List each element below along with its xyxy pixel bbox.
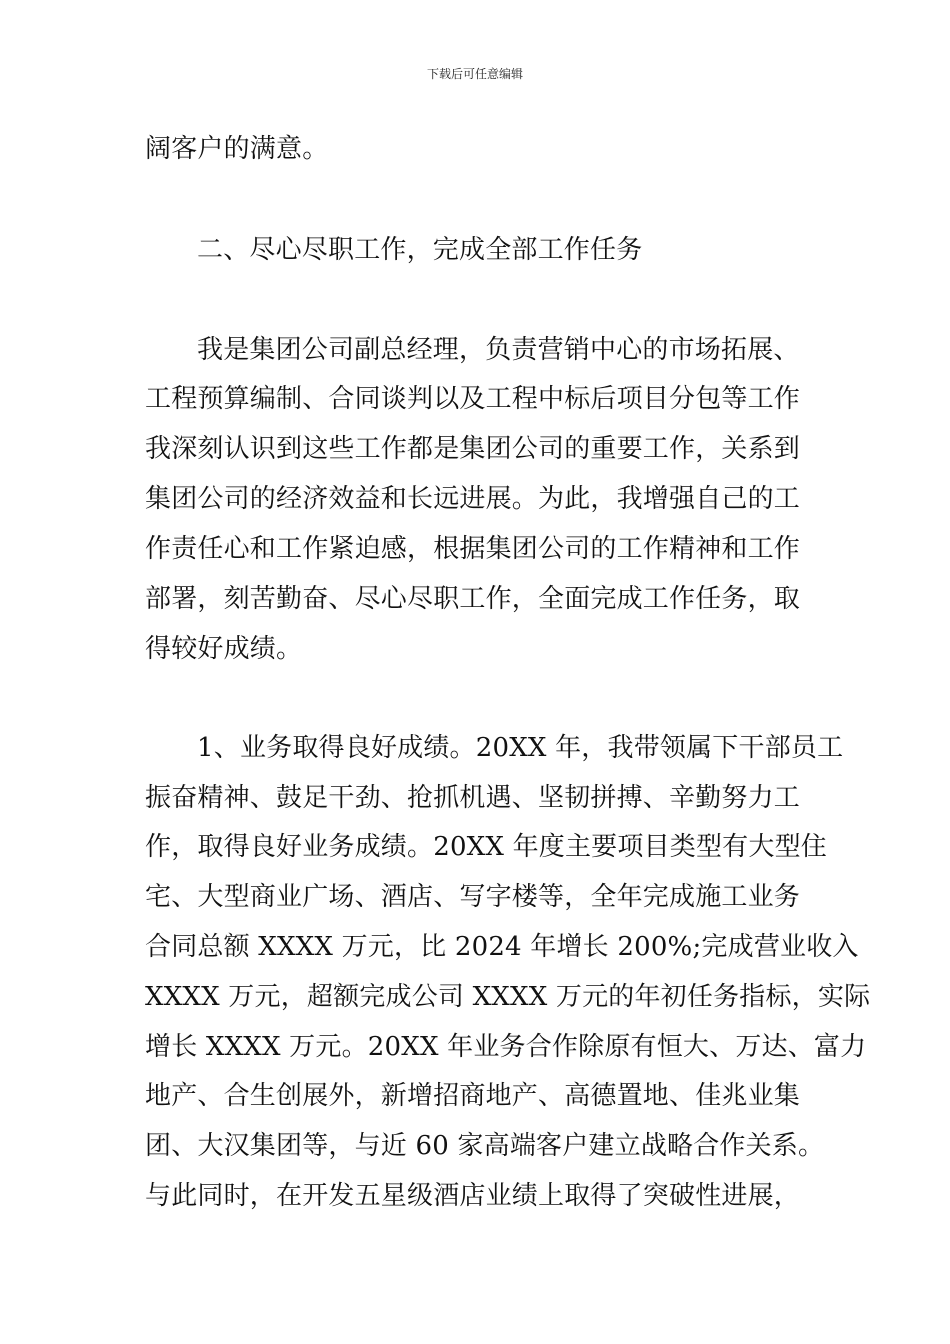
text-line: 合同总额 XXXX 万元，比 2024 年增长 200%;完成营业收入 bbox=[145, 932, 859, 962]
text-line: 宅、大型商业广场、酒店、写字楼等，全年完成施工业务 bbox=[145, 882, 801, 912]
text-line: 我是集团公司副总经理，负责营销中心的市场拓展、 bbox=[197, 335, 800, 365]
text-line: 与此同时，在开发五星级酒店业绩上取得了突破性进展， bbox=[145, 1181, 801, 1211]
text-line: 我深刻认识到这些工作都是集团公司的重要工作，关系到 bbox=[145, 434, 801, 464]
text-line: 作，取得良好业务成绩。20XX 年度主要项目类型有大型住 bbox=[145, 832, 827, 862]
text-line: 工程预算编制、合同谈判以及工程中标后项目分包等工作 bbox=[145, 384, 801, 414]
text-line: 得较好成绩。 bbox=[145, 634, 303, 664]
page-header: 下载后可任意编辑 bbox=[426, 67, 523, 81]
text-line: 地产、合生创展外，新增招商地产、高德置地、佳兆业集 bbox=[145, 1081, 801, 1111]
text-line: XXXX 万元，超额完成公司 XXXX 万元的年初任务指标，实际 bbox=[145, 982, 871, 1012]
text-line: 振奋精神、鼓足干劲、抢抓机遇、坚韧拼搏、辛勤努力工 bbox=[145, 783, 801, 813]
text-line: 集团公司的经济效益和长远进展。为此，我增强自己的工 bbox=[145, 484, 801, 514]
text-line: 作责任心和工作紧迫感，根据集团公司的工作精神和工作 bbox=[145, 534, 801, 564]
text-line: 1、业务取得良好成绩。20XX 年，我带领属下干部员工 bbox=[197, 733, 844, 763]
text-line: 团、大汉集团等，与近 60 家高端客户建立战略合作关系。 bbox=[145, 1131, 825, 1161]
text-line: 部署，刻苦勤奋、尽心尽职工作，全面完成工作任务，取 bbox=[145, 584, 801, 614]
text-line: 阔客户的满意。 bbox=[145, 134, 329, 164]
text-line: 增长 XXXX 万元。20XX 年业务合作除原有恒大、万达、富力 bbox=[145, 1032, 867, 1062]
section-heading: 二、尽心尽职工作，完成全部工作任务 bbox=[197, 235, 643, 265]
